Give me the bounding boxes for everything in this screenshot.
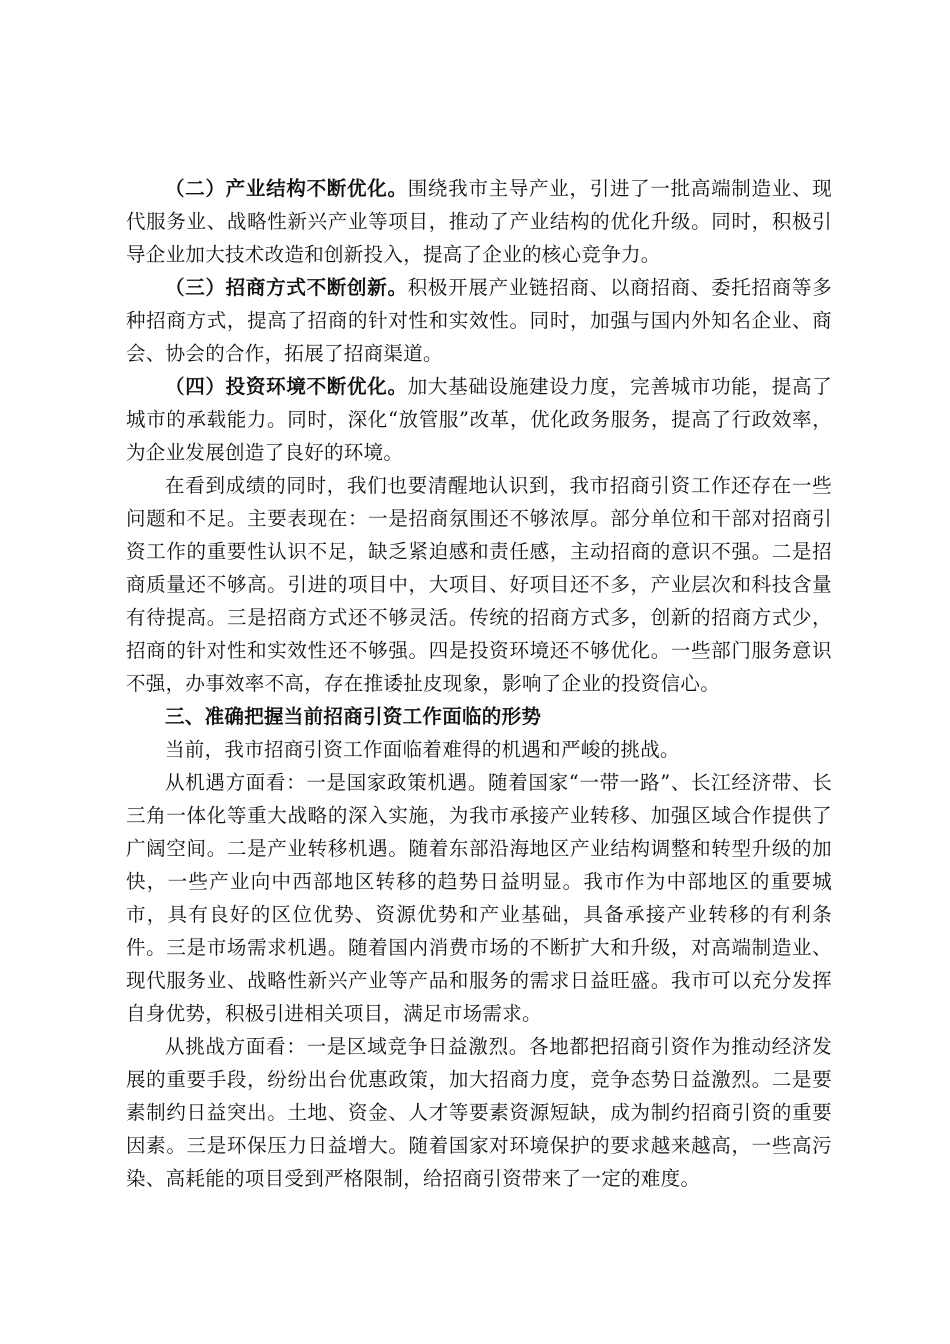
paragraph-text: 从机遇方面看：一是国家政策机遇。随着国家“一带一路”、长江经济带、长三角一体化等重大战略的深入实施，为我市承接产业转移、加强区域合作提供了广阔空间。二是产业转移机遇。随着东部沿海地区产业结构调整和转型升级的加快，一些产业向中西部地区转移的趋势日益明显。我市作为中部地区的重要城市，具有良好的区位优势、资源优势和产业基础，具备承接产业转移的有利条件。三是市场需求机遇。随着国内消费市场的不断扩大和升级，对高端制造业、现代服务业、战略性新兴产业等产品和服务的需求日益旺盛。我市可以充分发挥自身优势，积极引进相关项目，满足市场需求。 <box>126 771 832 1025</box>
paragraph-challenges <box>126 1030 832 1195</box>
paragraph-opportunities <box>126 766 832 1030</box>
paragraph-investment-methods <box>126 271 832 370</box>
document-page <box>126 172 832 1195</box>
paragraph-text: 积极开展产业链招商、以商招商、委托招商等多种招商方式，提高了招商的针对性和实效性。同时，加强与国内外知名企业、商会、协会的合作，拓展了招商渠道。 <box>126 276 832 365</box>
paragraph-lead: （三）招商方式不断创新。 <box>165 276 408 299</box>
paragraph-industry-structure <box>126 172 832 271</box>
paragraph-text: 在看到成绩的同时，我们也要清醒地认识到，我市招商引资工作还存在一些问题和不足。主要表现在：一是招商氛围还不够浓厚。部分单位和干部对招商引资工作的重要性认识不足，缺乏紧迫感和责任感，主动招商的意识不强。二是招商质量还不够高。引进的项目中，大项目、好项目还不多，产业层次和科技含量有待提高。三是招商方式还不够灵活。传统的招商方式多，创新的招商方式少，招商的针对性和实效性还不够强。四是投资环境还不够优化。一些部门服务意识不强，办事效率不高，存在推诿扯皮现象，影响了企业的投资信心。 <box>126 474 832 695</box>
paragraph-text: 围绕我市主导产业，引进了一批高端制造业、现代服务业、战略性新兴产业等项目，推动了产业结构的优化升级。同时，积极引导企业加大技术改造和创新投入，提高了企业的核心竞争力。 <box>126 177 832 266</box>
paragraph-problems <box>126 469 832 700</box>
paragraph-lead: （四）投资环境不断优化。 <box>165 375 408 398</box>
section-heading: 三、准确把握当前招商引资工作面临的形势 <box>165 705 542 728</box>
paragraph-situation-intro <box>126 733 832 766</box>
paragraph-text: 当前，我市招商引资工作面临着难得的机遇和严峻的挑战。 <box>165 738 680 761</box>
paragraph-text: 加大基础设施建设力度，完善城市功能，提高了城市的承载能力。同时，深化“放管服”改革，优化政务服务，提高了行政效率，为企业发展创造了良好的环境。 <box>126 375 832 464</box>
paragraph-text: 从挑战方面看：一是区域竞争日益激烈。各地都把招商引资作为推动经济发展的重要手段，纷纷出台优惠政策，加大招商力度，竞争态势日益激烈。二是要素制约日益突出。土地、资金、人才等要素资源短缺，成为制约招商引资的重要因素。三是环保压力日益增大。随着国家对环境保护的要求越来越高，一些高污染、高耗能的项目受到严格限制，给招商引资带来了一定的难度。 <box>126 1035 832 1190</box>
paragraph-lead: （二）产业结构不断优化。 <box>165 177 408 200</box>
paragraph-investment-environment <box>126 370 832 469</box>
